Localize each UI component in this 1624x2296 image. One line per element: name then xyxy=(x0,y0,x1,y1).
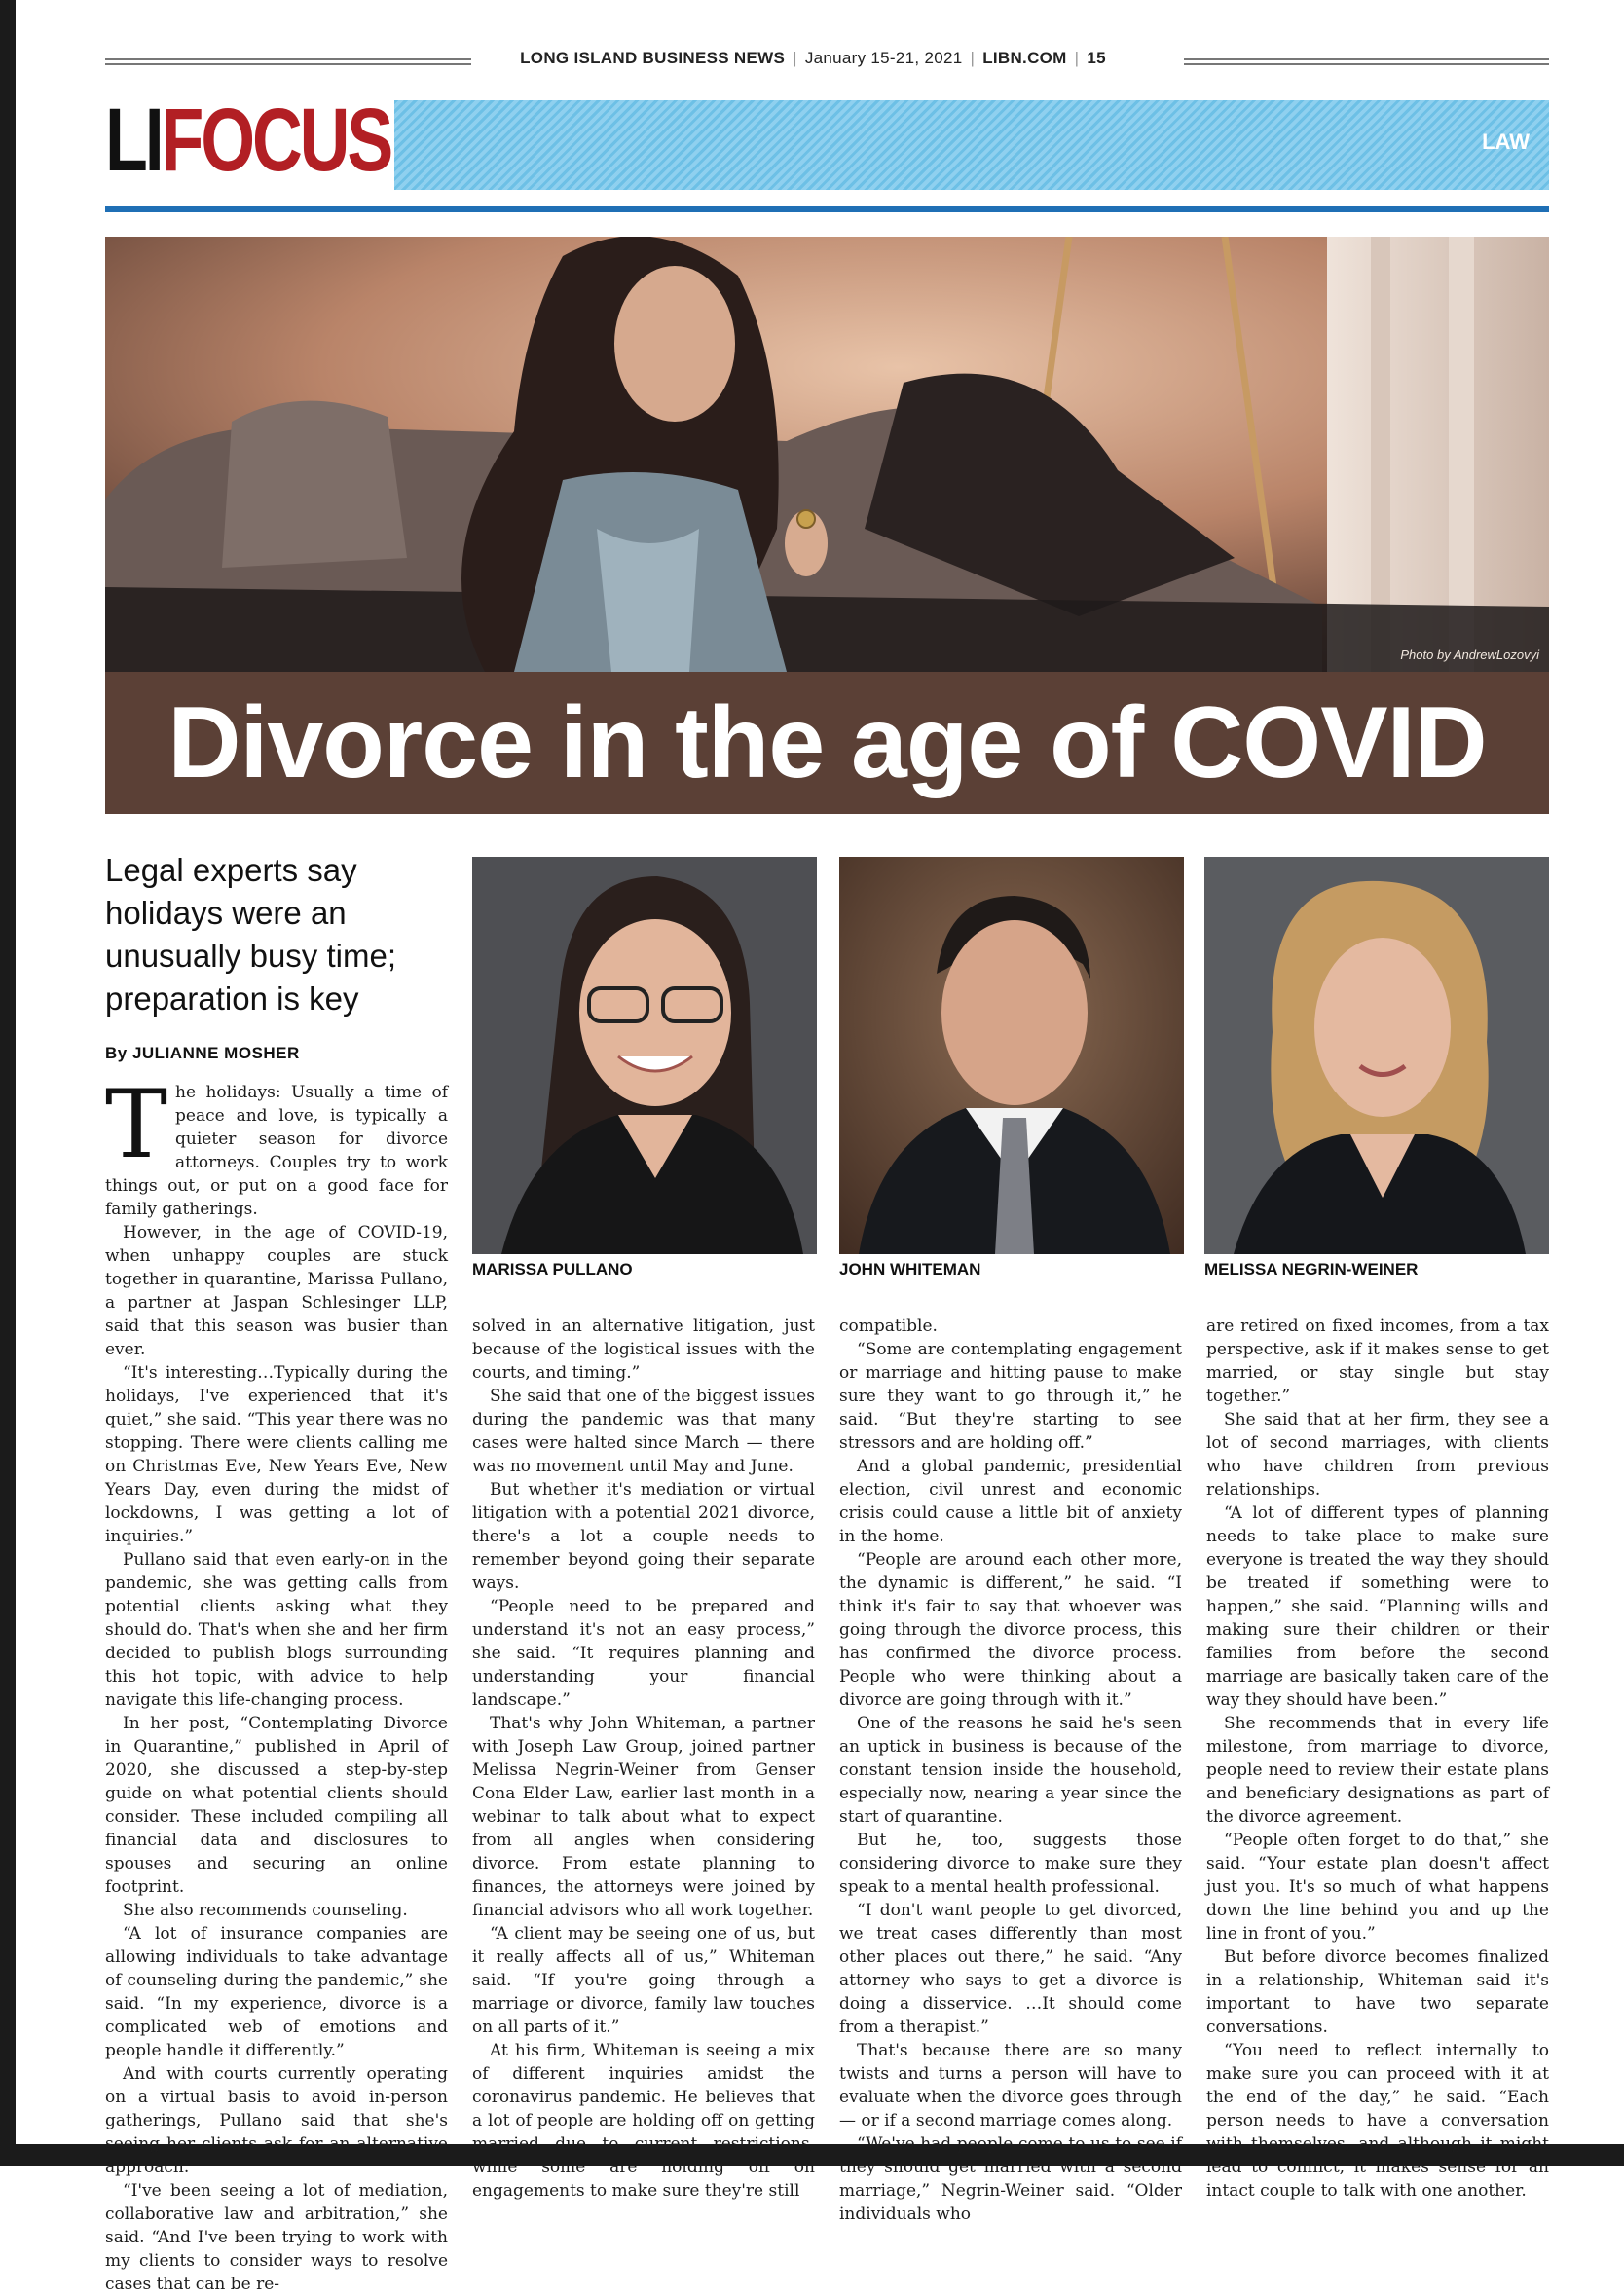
paragraph: “It's interesting…Typically during the holidays, I've experienced that it's quiet,” she said. “This year there was no stopping. There were clients calling me on Christmas Eve, New Years Eve, New Years Day, even during the midst of lockdowns, I was getting a lot of inquiries.” xyxy=(105,1363,448,1546)
section-logo xyxy=(105,91,391,190)
paragraph: “I've been seeing a lot of mediation, collaborative law and arbitration,” she said. “And I've been trying to work with my clients to consider ways to resolve cases that can be re- xyxy=(105,2181,448,2294)
left-edge-bar xyxy=(0,0,16,2166)
photo-credit: Photo by AndrewLozovyi xyxy=(1400,648,1539,662)
paragraph: And a global pandemic, presidential election, civil unrest and economic crisis could cause a little bit of anxiety in the home. xyxy=(839,1457,1182,1546)
paragraph: “A client may be seeing one of us, but it really affects all of us,” Whiteman said. “If you're going through a marriage or divorce, family law touches on all parts of it.” xyxy=(472,1924,815,2037)
paragraph: But whether it's mediation or virtual litigation with a potential 2021 divorce, there's a lot a couple needs to remember beyond going their separate ways. xyxy=(472,1480,815,1593)
portrait-marissa-pullano xyxy=(472,857,817,1254)
paragraph: In her post, “Contemplating Divorce in Quarantine,” published in April of 2020, she discussed a step-by-step guide on what potential clients should consider. These included compiling all financial data and disclosures to spouses and securing an online footprint. xyxy=(105,1714,448,1897)
hero-photo xyxy=(105,237,1549,672)
body-column-1 xyxy=(105,1070,448,2296)
paragraph: Pullano said that even early-on in the pandemic, she was getting calls from potential clients asking what they should do. That's when she and her firm decided to publish blogs surrounding this hot topic, with advice to help navigate this life-changing process. xyxy=(105,1550,448,1710)
hero-photo-illustration xyxy=(105,237,1549,672)
paragraph: One of the reasons he said he's seen an uptick in business is because of the constant tension inside the household, especially now, nearing a year since the start of quarantine. xyxy=(839,1714,1182,1827)
paragraph: he holidays: Usually a time of peace and love, is typically a quieter season for divorce attorneys. Couples try to work things out, or put on a good face for family gatherings. xyxy=(105,1083,448,1219)
site-url: LIBN.COM xyxy=(982,49,1067,67)
issue-date: January 15-21, 2021 xyxy=(804,49,963,67)
portrait-image xyxy=(1204,857,1549,1254)
paragraph: “You need to reflect internally to make sure you can proceed with it at the end of the day,” he said. “Each person needs to have a conversation with themselves, and although it might lead to conflict, it makes sense for an intact couple to talk with one another. xyxy=(1206,2041,1549,2201)
logo-focus: FOCUS xyxy=(161,91,391,190)
page-number: 15 xyxy=(1087,49,1106,67)
paragraph: “People often forget to do that,” she said. “Your estate plan doesn't affect just you. It's so much of what happens down the line behind you and up the line in front of you.” xyxy=(1206,1831,1549,1944)
paragraph: But he, too, suggests those considering divorce to make sure they speak to a mental health professional. xyxy=(839,1831,1182,1897)
portrait-image xyxy=(472,857,817,1254)
paragraph: She also recommends counseling. xyxy=(123,1901,408,1920)
headline-bar xyxy=(105,672,1549,814)
paragraph: “People need to be prepared and understand it's not an easy process,” she said. “It requires planning and understanding your financial landscape.” xyxy=(472,1597,815,1710)
paragraph: However, in the age of COVID-19, when unhappy couples are stuck together in quarantine, Marissa Pullano, a partner at Jaspan Schlesinger LLP, said that this season was busier than ever. xyxy=(105,1223,448,1359)
paragraph: are retired on fixed incomes, from a tax perspective, ask if it makes sense to get married, or stay single but stay together.” xyxy=(1206,1316,1549,1406)
running-header: LONG ISLAND BUSINESS NEWS | January 15-21, 2021 | LIBN.COM | 15 xyxy=(520,49,1106,67)
portrait-melissa-negrin-weiner xyxy=(1204,857,1549,1254)
paragraph: But before divorce becomes finalized in a relationship, Whiteman said it's important to have two separate conversations. xyxy=(1206,1947,1549,2037)
paragraph: “We've had people come to us to see if they should get married with a second marriage,” Negrin-Weiner said. “Older individuals who xyxy=(839,2134,1182,2224)
logo-li: LI xyxy=(105,91,162,190)
paragraph: She recommends that in every life milestone, from marriage to divorce, people need to review their estate plans and beneficiary designations as part of the divorce agreement. xyxy=(1206,1714,1549,1827)
paragraph: solved in an alternative litigation, just because of the logistical issues with the courts, and timing.” xyxy=(472,1316,815,1383)
paragraph: “A lot of insurance companies are allowing individuals to take advantage of counseling during the pandemic,” she said. “In my experience, divorce is a complicated web of emotions and people handle it differently.” xyxy=(105,1924,448,2060)
photo-caption: MELISSA NEGRIN-WEINER xyxy=(1204,1260,1419,1278)
paragraph: compatible. xyxy=(839,1316,938,1336)
deck: Legal experts say holidays were an unusually busy time; preparation is key xyxy=(105,852,396,1017)
body-column-4 xyxy=(1206,1315,1549,2203)
portrait-image xyxy=(839,857,1184,1254)
headline: Divorce in the age of COVID xyxy=(167,686,1487,799)
paragraph: “People are around each other more, the dynamic is different,” he said. “I think it's fair to say that whoever was going through the divorce process, this has confirmed the divorce process. People who were thinking about a divorce are going through with it.” xyxy=(839,1550,1182,1710)
section-banner xyxy=(394,100,1549,190)
paragraph: That's because there are so many twists and turns a person will have to evaluate when the divorce goes through — or if a second marriage comes along. xyxy=(839,2041,1182,2130)
byline: By JULIANNE MOSHER xyxy=(105,1044,300,1062)
publication-name: LONG ISLAND BUSINESS NEWS xyxy=(520,49,786,67)
paragraph: She said that at her firm, they see a lot of second marriages, with clients who have children from previous relationships. xyxy=(1206,1410,1549,1500)
paragraph: That's why John Whiteman, a partner with Joseph Law Group, joined partner Melissa Negrin-Weiner from Genser Cona Elder Law, earlier last month in a webinar to talk about what to expect from all angles when considering divorce. From estate planning to finances, the attorneys were joined by financial advisors who all work together. xyxy=(472,1714,815,1920)
paragraph: She said that one of the biggest issues during the pandemic was that many cases were halted since March — there was no movement until May and June. xyxy=(472,1387,815,1476)
paragraph: “I don't want people to get divorced, we treat cases differently than most other places out there,” he said. “Any attorney who says to get a divorce is doing a disservice. …It should come from a therapist.” xyxy=(839,1901,1182,2037)
paragraph: At his firm, Whiteman is seeing a mix of different inquiries amidst the coronavirus pandemic. He believes that a lot of people are holding off on getting married due to current restrictions, while some are holding off on engagements to make sure they're still xyxy=(472,2041,815,2201)
paragraph: “A lot of different types of planning needs to take place to make sure everyone is treated the way they should be treated if something were to happen,” she said. “Planning wills and making sure their children or their families from before the second marriage are basically taken care of the way they should have been.” xyxy=(1206,1503,1549,1710)
section-rule xyxy=(105,206,1549,212)
paragraph: “Some are contemplating engagement or marriage and hitting pause to make sure they want to go through it,” he said. “But they're starting to see stressors and are holding off.” xyxy=(839,1340,1182,1453)
body-column-3 xyxy=(839,1315,1182,2226)
section-label: LAW xyxy=(1482,130,1530,154)
drop-cap: T xyxy=(105,1070,168,1179)
body-column-2 xyxy=(472,1315,815,2203)
paragraph: And with courts currently operating on a virtual basis to avoid in-person gatherings, Pullano said that she's seeing her clients ask for an alternative approach. xyxy=(105,2064,448,2177)
photo-caption: JOHN WHITEMAN xyxy=(839,1260,981,1278)
photo-caption: MARISSA PULLANO xyxy=(472,1260,633,1278)
portrait-john-whiteman xyxy=(839,857,1184,1254)
header-rule-right xyxy=(1184,58,1549,65)
header-rule-left xyxy=(105,58,471,65)
